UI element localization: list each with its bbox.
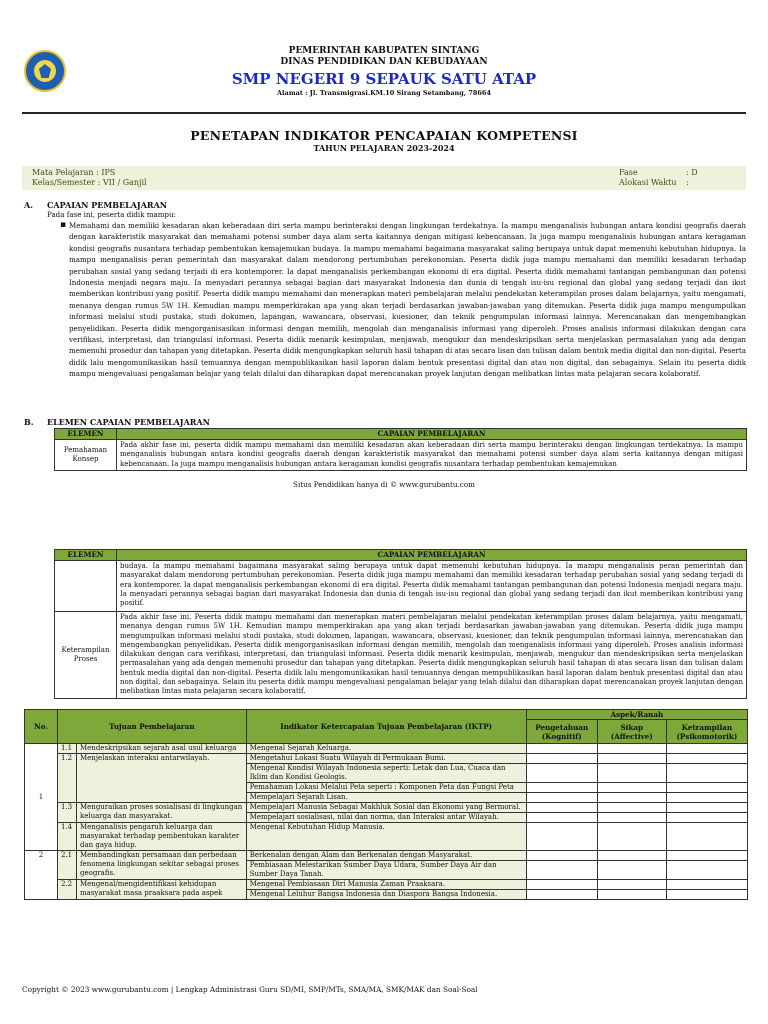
copyright-footer: Copyright © 2023 www.gurubantu.com | Lengkap Administrasi Guru SD/MI, SMP/MTs, SMA/MA, SMK/MAK dan Soal-Soal <box>22 985 478 994</box>
group-no: 1 <box>25 744 58 851</box>
indicator: Mengenal Leluhur Bangsa Indonesia dan Diaspora Bangsa Indonesia. <box>246 890 526 900</box>
school-address: Alamat : Jl. Transmigrasi.KM.10 Sirang Setambang, 78664 <box>277 89 491 97</box>
cell-kognitif[interactable] <box>526 813 597 823</box>
site-note: Situs Pendidikan hanya di © www.gurubantu.com <box>293 480 475 489</box>
section-a-title: CAPAIAN PEMBELAJARAN <box>47 200 168 210</box>
col-element: ELEMEN <box>55 429 117 440</box>
col-cp: CAPAIAN PEMBELAJARAN <box>117 429 747 440</box>
cell-keterampilan[interactable] <box>666 754 747 764</box>
cell-keterampilan[interactable] <box>666 764 747 783</box>
tp-num: 2.1 <box>58 851 77 880</box>
cell-kognitif[interactable] <box>526 861 597 880</box>
cell-keterampilan[interactable] <box>666 744 747 754</box>
indicator: Mengenal Kebutuhan Hidup Manusia. <box>246 823 526 851</box>
col-cp: CAPAIAN PEMBELAJARAN <box>117 550 747 561</box>
cell-sikap[interactable] <box>597 764 666 783</box>
cell-kognitif[interactable] <box>526 754 597 764</box>
section-b-letter: B. <box>24 417 34 427</box>
cell-sikap[interactable] <box>597 793 666 803</box>
cell-sikap[interactable] <box>597 813 666 823</box>
cell-kognitif[interactable] <box>526 764 597 783</box>
cell-keterampilan[interactable] <box>666 803 747 813</box>
cell-sikap[interactable] <box>597 803 666 813</box>
row-label-keterampilan: Keterampilan Proses <box>55 612 117 699</box>
section-a-body: Memahami dan memiliki kesadaran akan keberadaan diri serta mampu berinteraksi dengan lingkungan terdekatnya. Ia mampu menganalisis hubungan antara kondisi geografis daerah dengan karakteristik masyarakat dan memahami potensi sumber daya alam serta kaitannya dengan mitigasi kebencanaan. Ia juga mampu menganalisis hubungan antara keragaman kondisi geografis nusantara terhadap pembentukan kemajemukan budaya. Ia mampu memahami bagaimana masyarakat saling berupaya untuk dapat memenuhi kebutuhan hidupnya. Ia mampu menganalisis peran pemerintah dan masyarakat dalam mendorong pertumbuhan perekonomian. Peserta didik juga mampu memahami dan memiliki kesadaran terhadap perubahan sosial yang sedang terjadi di era kontemporer. Ia dapat menganalisis perkembangan ekonomi di era digital. Peserta didik memahami tantangan pembangunan dan potensi Indonesia menjadi negara maju. Ia menyadari perannya sebagai bagian dari masyarakat Indonesia dan dunia di tengah isu-isu regional dan global yang sedang terjadi dan ikut memberikan kontribusi yang positif. Peserta didik mampu memahami dan menerapkan materi pembelajaran melalui pendekatan keterampilan proses dalam belajarnya, yaitu mengamati, menanya dengan rumus 5W 1H. Kemudian mampu memperkirakan apa yang akan terjadi berdasarkan jawaban-jawaban yang ditemukan. Peserta didik juga mampu mengumpulkan informasi melalui studi pustaka, studi dokumen, lapangan, wawancara, observasi, kuesioner, dan teknik pengumpulan informasi lainnya. Merencanakan dan mengembangkan penyelidikan. Peserta didik mengorganisasikan informasi dengan memilih, mengolah dan menganalisis informasi yang diperoleh. Proses analisis informasi dilakukan dengan cara verifikasi, interpretasi, dan triangulasi informasi. Peserta didik menarik kesimpulan, menjawab, mengukur dan mendeskripsikan serta menjelaskan permasalahan yang ada dengan memenuhi prosedur dan tahapan yang ditetapkan. Peserta didik mengungkapkan seluruh hasil tahapan di atas secara lisan dan tulisan dalam bentuk media digital dan non-digital. Peserta didik lalu mengomunikasikan hasil temuannya dengan mempublikasikan hasil laporan dalam bentuk presentasi digital dan atau non digital, dan sebagainya. Selain itu peserta didik mampu mengevaluasi pengalaman belajar yang telah dilalui dan diharapkan dapat merencanakan proyek lanjutan dengan melibatkan lintas mata pelajaran secara kolaboratif. <box>69 221 746 379</box>
section-a-intro: Pada fase ini, peserta didik mampu: <box>47 210 176 219</box>
cell-sikap[interactable] <box>597 890 666 900</box>
cell-keterampilan[interactable] <box>666 890 747 900</box>
indicator: Mempelajari sosialisasi, nilai dan norma, dan Interaksi antar Wilayah. <box>246 813 526 823</box>
section-a-letter: A. <box>24 200 33 210</box>
time-value: : <box>686 178 689 187</box>
tp-num: 2.2 <box>58 880 77 900</box>
row-text-pemahaman-cont: budaya. Ia mampu memahami bagaimana masyarakat saling berupaya untuk dapat memenuhi kebutuhan hidupnya. Ia mampu menganalisis peran pemerintah dan masyarakat dalam mendorong pertumbuhan perekonomian. Peserta didik juga mampu memahami dan memiliki kesadaran terhadap perubahan sosial yang sedang terjadi di era kontemporer. Ia dapat menganalisis perkembangan ekonomi di era digital. Peserta didik memahami tantangan pembangunan dan potensi Indonesia menjadi negara maju. Ia menyadari perannya sebagai bagian dari masyarakat Indonesia dan dunia di tengah isu-isu regional dan global yang sedang terjadi dan ikut memberikan kontribusi yang positif. <box>117 561 747 612</box>
col-element: ELEMEN <box>55 550 117 561</box>
col-aspek: Aspek/Ranah <box>526 710 747 720</box>
tp-text: Menjelaskan interaksi antarwilayah. <box>77 754 247 803</box>
indicator: Mengetahui Lokasi Suatu Wilayah di Permukaan Bumi. <box>246 754 526 764</box>
cell-kognitif[interactable] <box>526 744 597 754</box>
cell-keterampilan[interactable] <box>666 783 747 793</box>
row-text-pemahaman: Pada akhir fase ini, peserta didik mampu memahami dan memiliki kesadaran akan keberadaan diri serta mampu berinteraksi dengan lingkungan terdekatnya. Ia mampu menganalisis hubungan antara kondisi geografis daerah dengan karakteristik masyarakat dan memahami potensi sumber daya alam serta kaitannya dengan mitigasi kebencanaan. Ia juga mampu menganalisis hubungan antara keragaman kondisi geografis nusantara terhadap pembentukan kemajemukan <box>117 440 747 471</box>
cell-keterampilan[interactable] <box>666 851 747 861</box>
indicator: Mengenal Pembiasaan Diri Manusia Zaman Praaksara. <box>246 880 526 890</box>
section-b-title: ELEMEN CAPAIAN PEMBELAJARAN <box>47 417 210 427</box>
tp-table <box>24 709 748 900</box>
school-name: SMP NEGERI 9 SEPAUK SATU ATAP <box>231 70 537 88</box>
cell-keterampilan[interactable] <box>666 861 747 880</box>
indicator: Berkenalan dengan Alam dan Berkenalan dengan Masyarakat. <box>246 851 526 861</box>
dept-name: DINAS PENDIDIKAN DAN KEBUDAYAAN <box>280 57 488 67</box>
cell-sikap[interactable] <box>597 851 666 861</box>
gov-name: PEMERINTAH KABUPATEN SINTANG <box>288 46 480 56</box>
row-text-keterampilan: Pada akhir fase ini, Peserta didik mampu memahami dan menerapkan materi pembelajaran melalui pendekatan keterampilan proses dalam belajarnya, yaitu mengamati, menanya dengan rumus 5W 1H. Kemudian mampu memperkirakan apa yang akan terjadi berdasarkan jawaban-jawaban yang ditemukan. Peserta didik juga mampu mengumpulkan informasi melalui studi pustaka, studi dokumen, lapangan, wawancara, observasi, kuesioner, dan teknik pengumpulan informasi lainnya, merencanakan dan mengembangkan penyelidikan. Peserta didik mengorganisasikan informasi dengan memilih, mengolah dan menganalisis informasi yang diperoleh. Proses analisis informasi dilakukan dengan cara verifikasi, interpretasi, dan triangulasi informasi. Peserta didik menarik kesimpulan, menjawab, mengukur dan mendeskripsikan serta menjelaskan permasalahan yang ada dengan memenuhi prosedur dan tahapan yang ditetapkan. Peserta didik mengungkapkan seluruh hasil tahapan di atas secara lisan dan tulisan dalam bentuk media digital dan non-digital. Peserta didik lalu mengomunikasikan hasil temuannya dengan mempublikasikan hasil laporan dalam bentuk presentasi digital dan atau non digital, dan sebagainya. Selain itu peserta didik mampu mengevaluasi pengalaman belajar yang telah dilalui dan diharapkan dapat merencanakan proyek lanjutan dengan melibatkan lintas mata pelajaran secara kolaboratif. <box>117 612 747 699</box>
cell-sikap[interactable] <box>597 783 666 793</box>
element-table-part2 <box>54 549 747 699</box>
academic-year: TAHUN PELAJARAN 2023-2024 <box>313 143 455 153</box>
col-sikap: Sikap (Affective) <box>597 720 666 744</box>
tp-num: 1.2 <box>58 754 77 803</box>
cell-kognitif[interactable] <box>526 803 597 813</box>
document-title: PENETAPAN INDIKATOR PENCAPAIAN KOMPETENSI <box>190 128 578 143</box>
tp-num: 1.1 <box>58 744 77 754</box>
col-keterampilan: Ketrampilan (Psikomotorik) <box>666 720 747 744</box>
tp-num: 1.3 <box>58 803 77 823</box>
cell-kognitif[interactable] <box>526 793 597 803</box>
indicator: Mempelajari Sejarah Lisan. <box>246 793 526 803</box>
row-label-pemahaman: Pemahaman Konsep <box>55 440 117 471</box>
tp-text: Menganalisis pengaruh keluarga dan masyarakat terhadap pembentukan karakter dan gaya hidup. <box>77 823 247 851</box>
cell-kognitif[interactable] <box>526 823 597 851</box>
cell-keterampilan[interactable] <box>666 793 747 803</box>
col-kognitif: Pengetahuan (Kognitif) <box>526 720 597 744</box>
cell-sikap[interactable] <box>597 744 666 754</box>
cell-kognitif[interactable] <box>526 880 597 890</box>
col-no: No. <box>25 710 58 744</box>
tp-text: Mengenal/mengidentifikasi kehidupan masyarakat masa praaksara pada aspek <box>77 880 247 900</box>
indicator: Mengenal Kondisi Wilayah Indonesia seperti: Letak dan Lua, Cuaca dan Iklim dan Kondisi Geologis. <box>246 764 526 783</box>
subject: Mata Pelajaran : IPS <box>32 168 116 177</box>
element-table-part1 <box>54 428 747 471</box>
tp-text: Menguraikan proses sosialisasi di lingkungan keluarga dan masyarakat. <box>77 803 247 823</box>
cell-kognitif[interactable] <box>526 851 597 861</box>
col-iktp: Indikator Ketercapaian Tujuan Pembelajaran (IKTP) <box>246 710 526 744</box>
tp-num: 1.4 <box>58 823 77 851</box>
cell-keterampilan[interactable] <box>666 813 747 823</box>
indicator: Mempelajari Manusia Sebagai Makhluk Sosial dan Ekonomi yang Bermoral. <box>246 803 526 813</box>
group-no: 2 <box>25 851 58 900</box>
header-divider <box>22 112 746 114</box>
cell-sikap[interactable] <box>597 861 666 880</box>
class-semester: Kelas/Semester : VII / Ganjil <box>32 178 147 187</box>
bullet-icon: ▪ <box>60 220 67 230</box>
cell-kognitif[interactable] <box>526 890 597 900</box>
indicator: Pembiasaan Melestarikan Sumber Daya Udara, Sumber Daya Air dan Sumber Daya Tanah. <box>246 861 526 880</box>
tp-text: Membandingkan persamaan dan perbedaan fenomena lingkungan sekitar sebagai proses geografis. <box>77 851 247 880</box>
row-label-blank <box>55 561 117 612</box>
col-tp: Tujuan Pembelajaran <box>58 710 247 744</box>
phase-label: Fase <box>619 168 638 177</box>
tp-text: Mendeskripsikan sejarah asal usul keluarga <box>77 744 247 754</box>
indicator: Mengenal Sejarah Keluarga. <box>246 744 526 754</box>
cell-sikap[interactable] <box>597 754 666 764</box>
cell-keterampilan[interactable] <box>666 823 747 851</box>
cell-kognitif[interactable] <box>526 783 597 793</box>
cell-keterampilan[interactable] <box>666 880 747 890</box>
cell-sikap[interactable] <box>597 823 666 851</box>
time-label: Alokasi Waktu <box>619 178 677 187</box>
phase-value: : D <box>686 168 698 177</box>
cell-sikap[interactable] <box>597 880 666 890</box>
indicator: Pemahaman Lokasi Melalui Peta seperti : Komponen Peta dan Fungsi Peta <box>246 783 526 793</box>
